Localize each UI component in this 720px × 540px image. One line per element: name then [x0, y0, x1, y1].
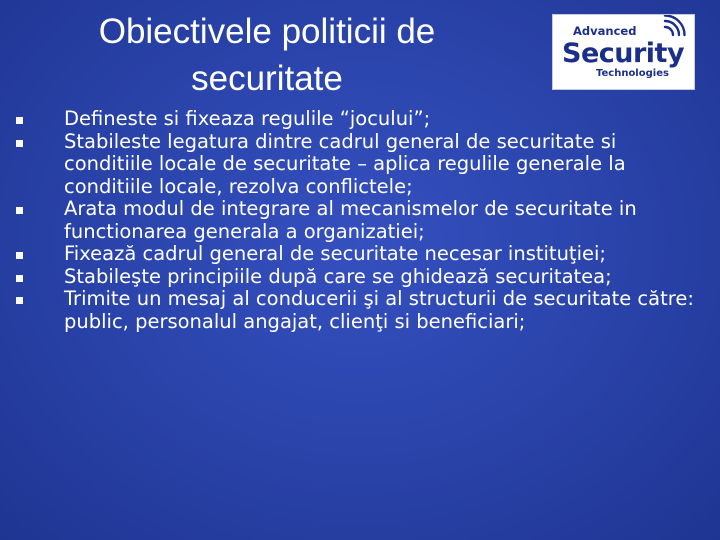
square-bullet-icon — [16, 207, 23, 214]
bullet-item — [0, 288, 720, 333]
logo-line-technologies: Technologies — [596, 68, 669, 79]
bullet-item — [0, 266, 720, 289]
square-bullet-icon — [16, 140, 23, 147]
bullet-text: Stabileşte principiile după care se ghidează securitatea; — [64, 264, 612, 288]
bullet-item — [0, 131, 720, 199]
square-bullet-icon — [16, 117, 23, 124]
advanced-security-technologies-logo — [552, 14, 695, 90]
bullet-text: Stabileste legatura dintre cadrul general de securitate si conditiile locale de securitate – aplica regulile generale la conditiile locale, rezolva conflictele; — [64, 129, 626, 198]
bullet-text: Arata modul de integrare al mecanismelor de securitate in functionarea generala a organizatiei; — [64, 197, 637, 243]
bullet-text: Fixează cadrul general de securitate necesar instituţiei; — [64, 242, 606, 265]
signal-wave-icon — [665, 16, 685, 36]
logo-line-advanced: Advanced — [573, 24, 637, 38]
square-bullet-icon — [16, 297, 23, 304]
logo-graphic — [553, 15, 694, 89]
logo-line-security: Security — [562, 38, 685, 69]
bullet-text: Defineste si fixeaza regulile “jocului”; — [64, 107, 431, 130]
slide-title: Obiectivele politicii de securitate — [98, 12, 436, 98]
bullet-item — [0, 243, 720, 266]
bullet-text: Trimite un mesaj al conducerii şi al structurii de securitate către: public, personalul angajat, clienţi si beneficiari; — [64, 287, 694, 333]
square-bullet-icon — [16, 275, 23, 282]
square-bullet-icon — [16, 252, 23, 259]
bullet-item — [0, 108, 720, 131]
bullet-list — [0, 108, 720, 333]
bullet-item — [0, 198, 720, 243]
